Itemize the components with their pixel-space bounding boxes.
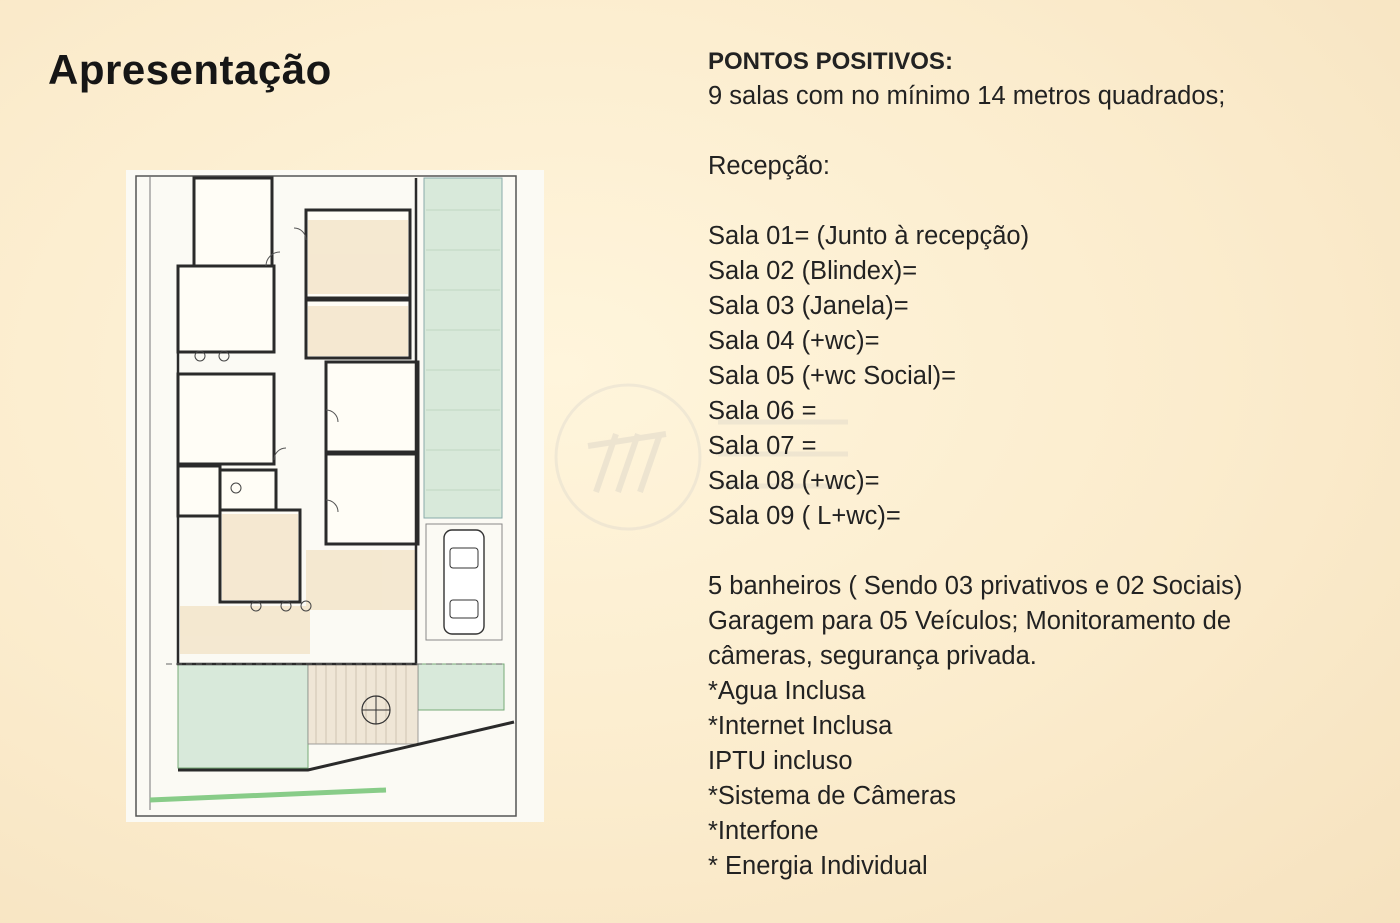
features-list bbox=[708, 44, 1388, 884]
positive-points-heading: PONTOS POSITIVOS: bbox=[708, 48, 953, 75]
feature-item: *Internet Inclusa bbox=[708, 712, 893, 740]
feature-item: Garagem para 05 Veículos; Monitoramento de bbox=[708, 607, 1232, 635]
feature-item: IPTU incluso bbox=[708, 747, 853, 775]
room-item: Sala 04 (+wc)= bbox=[708, 327, 880, 355]
reception-label: Recepção: bbox=[708, 152, 830, 180]
floor-plan-drawing bbox=[126, 170, 544, 822]
room-item: Sala 07 = bbox=[708, 432, 817, 460]
room-item: Sala 09 ( L+wc)= bbox=[708, 502, 901, 530]
room-item: Sala 03 (Janela)= bbox=[708, 292, 909, 320]
room-item: Sala 01= (Junto à recepção) bbox=[708, 222, 1030, 250]
room-item: Sala 02 (Blindex)= bbox=[708, 257, 918, 285]
room-item: Sala 08 (+wc)= bbox=[708, 467, 880, 495]
feature-item: *Agua Inclusa bbox=[708, 677, 866, 705]
room-item: Sala 06 = bbox=[708, 397, 817, 425]
intro-text: 9 salas com no mínimo 14 metros quadrados; bbox=[708, 82, 1226, 110]
floor-plan-image bbox=[126, 170, 544, 822]
feature-item: *Interfone bbox=[708, 817, 819, 845]
feature-item: * Energia Individual bbox=[708, 852, 928, 880]
page-title: Apresentação bbox=[48, 46, 332, 93]
room-item: Sala 05 (+wc Social)= bbox=[708, 362, 957, 390]
feature-item: *Sistema de Câmeras bbox=[708, 782, 957, 810]
feature-item: 5 banheiros ( Sendo 03 privativos e 02 Sociais) bbox=[708, 572, 1243, 600]
feature-item: câmeras, segurança privada. bbox=[708, 642, 1037, 670]
